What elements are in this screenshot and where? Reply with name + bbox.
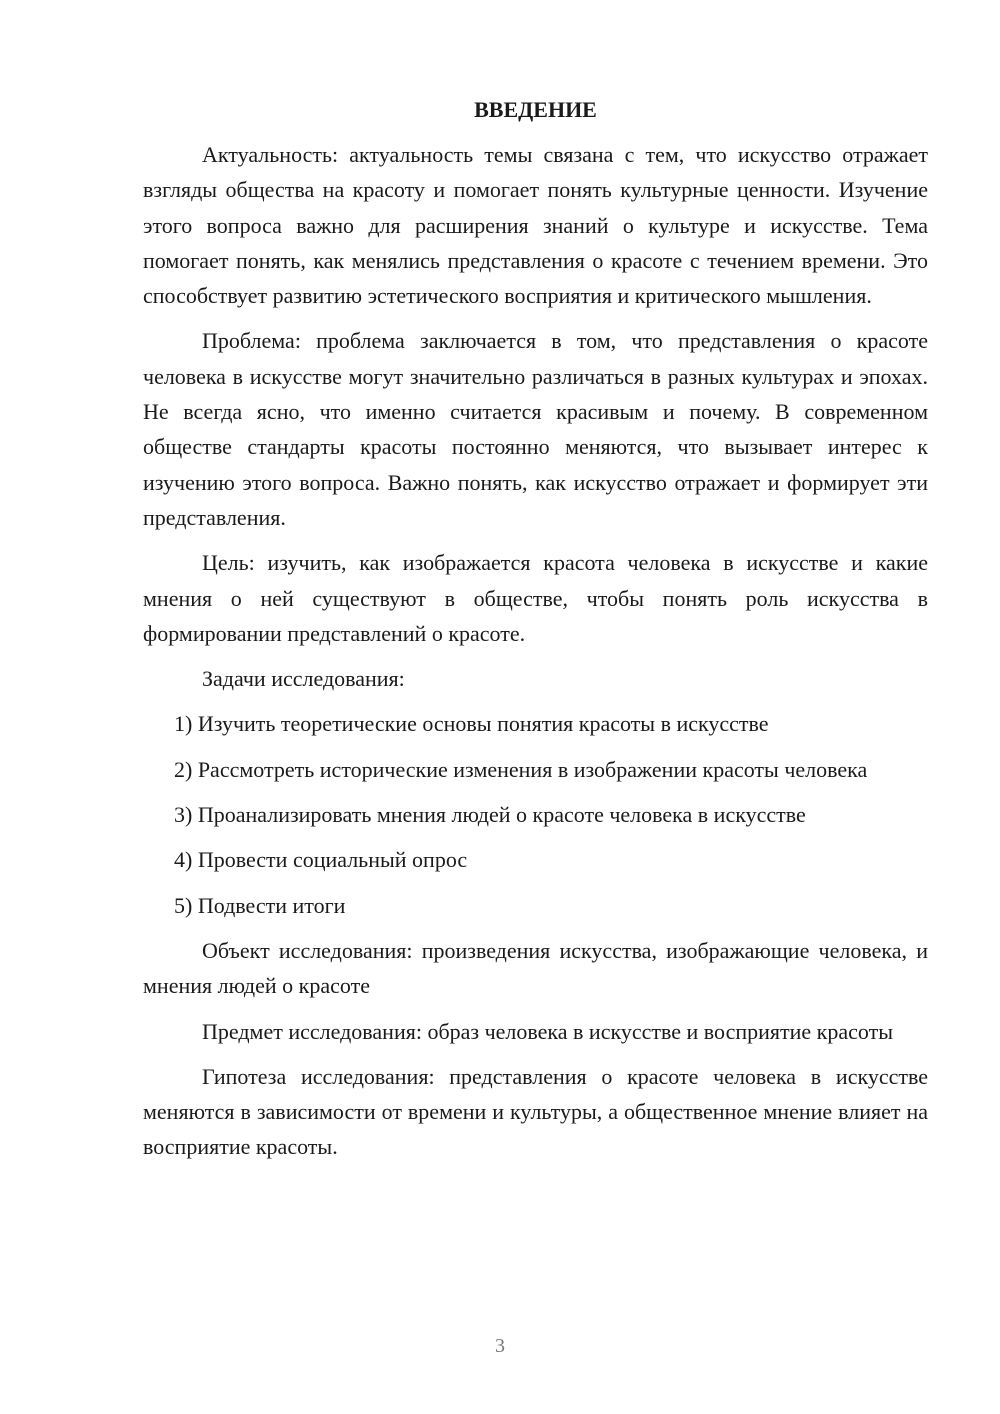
task-item-5: 5) Подвести итоги — [174, 892, 346, 918]
page-number: 3 — [495, 1335, 505, 1357]
task-item-1: 1) Изучить теоретические основы понятия красоты в искусстве — [174, 711, 769, 737]
tasks-heading: Задачи исследования: — [202, 666, 405, 692]
paragraph-goal: Цель: изучить, как изображается красота человека в искусстве и какие мнения о ней существуют в обществе, чтобы понять роль искусства в формировании представлений о красоте. — [143, 550, 928, 646]
paragraph-object: Объект исследования: произведения искусства, изображающие человека, и мнения людей о красоте — [143, 937, 928, 999]
paragraph-relevance: Актуальность: актуальность темы связана с тем, что искусство отражает взгляды общества на красоту и помогает понять культурные ценности. Изучение этого вопроса важно для расширения знаний о культуре и искусстве. Тема помогает понять, как менялись представления о красоте с течением времени. Это способствует развитию эстетического восприятия и критического мышления. — [143, 142, 928, 309]
paragraph-subject: Предмет исследования: образ человека в искусстве и восприятие красоты — [202, 1018, 893, 1044]
task-item-3: 3) Проанализировать мнения людей о красоте человека в искусстве — [174, 802, 806, 828]
paragraph-hypothesis: Гипотеза исследования: представления о красоте человека в искусстве меняются в зависимости от времени и культуры, а общественное мнение влияет на восприятие красоты. — [143, 1063, 928, 1160]
paragraph-problem: Проблема: проблема заключается в том, что представления о красоте человека в искусстве могут значительно различаться в разных культурах и эпохах. Не всегда ясно, что именно считается красивым и почему. В современном обществе стандарты красоты постоянно меняются, что вызывает интерес к изучению этого вопроса. Важно понять, как искусство отражает и формирует эти представления. — [143, 328, 928, 530]
task-item-2: 2) Рассмотреть исторические изменения в изображении красоты человека — [174, 756, 868, 782]
task-item-4: 4) Провести социальный опрос — [174, 847, 468, 873]
document-page — [143, 92, 928, 1175]
page-title: ВВЕДЕНИЕ — [474, 97, 597, 122]
